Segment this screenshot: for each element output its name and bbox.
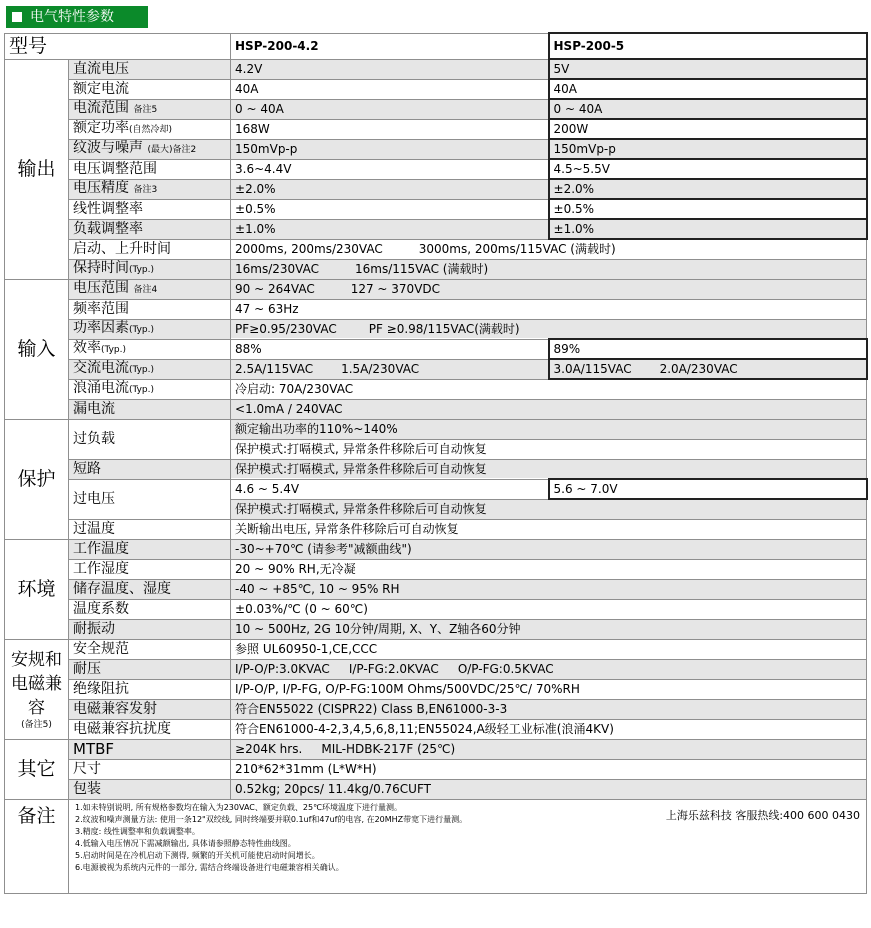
table-row [5, 419, 867, 439]
cell-span: PF≥0.95/230VAC PF ≥0.98/115VAC(满载时) [231, 319, 867, 339]
table-row [5, 559, 867, 579]
cell-span: 参照 UL60950-1,CE,CCC [231, 639, 867, 659]
square-icon [12, 12, 22, 22]
cell-span: 保护模式:打嗝模式, 异常条件移除后可自动恢复 [231, 499, 867, 519]
row-label: 包装 [69, 779, 231, 799]
table-row [5, 399, 867, 419]
cell-b: 150mVp-p [549, 139, 867, 159]
table-row [5, 79, 867, 99]
table-row [5, 719, 867, 739]
remark-line: 2.纹波和噪声测量方法: 使用一条12"双绞线, 同时终端要并联0.1uf和47uf的电容, 在20MHZ带宽下进行量测。 [75, 814, 468, 824]
category-remarks: 备注 [5, 799, 69, 893]
row-label: 耐压 [69, 659, 231, 679]
cell-span: 冷启动: 70A/230VAC [231, 379, 867, 399]
remark-line: 1.如未特别说明, 所有规格参数均在输入为230VAC、额定负载、25℃环境温度下进行量测。 [75, 802, 403, 812]
table-row [5, 779, 867, 799]
row-label: 纹波与噪声 (最大)备注2 [69, 139, 231, 159]
row-label: 电磁兼容发射 [69, 699, 231, 719]
table-row [5, 639, 867, 659]
cell-b: 4.5~5.5V [549, 159, 867, 179]
remark-line: 5.启动时间是在冷机启动下测得, 频繁的开关机可能使启动时间增长。 [75, 850, 320, 860]
cell-b: ±0.5% [549, 199, 867, 219]
table-row [5, 579, 867, 599]
row-label: MTBF [69, 739, 231, 759]
row-label: 电磁兼容抗扰度 [69, 719, 231, 739]
category-safety: 安规和电磁兼容 (备注5) [5, 639, 69, 739]
row-label: 工作湿度 [69, 559, 231, 579]
model-a: HSP-200-4.2 [231, 33, 549, 59]
row-label: 交流电流(Typ.) [69, 359, 231, 379]
table-row [5, 699, 867, 719]
table-row [5, 199, 867, 219]
row-label: 功率因素(Typ.) [69, 319, 231, 339]
cell-span: I/P-O/P:3.0KVAC I/P-FG:2.0KVAC O/P-FG:0.5KVAC [231, 659, 867, 679]
cell-span: <1.0mA / 240VAC [231, 399, 867, 419]
row-label: 储存温度、湿度 [69, 579, 231, 599]
row-label: 尺寸 [69, 759, 231, 779]
row-label: 绝缘阻抗 [69, 679, 231, 699]
row-label: 耐振动 [69, 619, 231, 639]
cell-a: 0 ~ 40A [231, 99, 549, 119]
row-label: 工作温度 [69, 539, 231, 559]
table-row [5, 179, 867, 199]
category-others: 其它 [5, 739, 69, 799]
cell-a: 150mVp-p [231, 139, 549, 159]
cell-b: ±1.0% [549, 219, 867, 239]
cell-span: I/P-O/P, I/P-FG, O/P-FG:100M Ohms/500VDC/25℃/ 70%RH [231, 679, 867, 699]
row-label: 效率(Typ.) [69, 339, 231, 359]
cell-a: 88% [231, 339, 549, 359]
section-title: 电气特性参数 [30, 9, 114, 25]
row-label: 过温度 [69, 519, 231, 539]
cell-span: -40 ~ +85℃, 10 ~ 95% RH [231, 579, 867, 599]
cell-span: 2000ms, 200ms/230VAC 3000ms, 200ms/115VAC (满载时) [231, 239, 867, 259]
row-label: 电流范围 备注5 [69, 99, 231, 119]
cell-span: 保护模式:打嗝模式, 异常条件移除后可自动恢复 [231, 459, 867, 479]
cell-a: ±0.5% [231, 199, 549, 219]
cell-a: ±2.0% [231, 179, 549, 199]
row-label: 温度系数 [69, 599, 231, 619]
row-label: 额定功率(自然冷却) [69, 119, 231, 139]
table-row [5, 339, 867, 359]
row-label: 漏电流 [69, 399, 231, 419]
cell-span: 符合EN61000-4-2,3,4,5,6,8,11;EN55024,A级轻工业标准(浪涌4KV) [231, 719, 867, 739]
remark-line: 4.低输入电压情况下需减额输出, 具体请参照静态特性曲线图。 [75, 838, 296, 848]
cell-b: 5.6 ~ 7.0V [549, 479, 867, 499]
remarks-cell [69, 799, 867, 893]
cell-a: 4.2V [231, 59, 549, 79]
table-row [5, 679, 867, 699]
cell-a: 2.5A/115VAC 1.5A/230VAC [231, 359, 549, 379]
cell-b: 3.0A/115VAC 2.0A/230VAC [549, 359, 867, 379]
table-row [5, 599, 867, 619]
cell-a: 3.6~4.4V [231, 159, 549, 179]
row-label: 线性调整率 [69, 199, 231, 219]
category-protection: 保护 [5, 419, 69, 539]
cell-span: 0.52kg; 20pcs/ 11.4kg/0.76CUFT [231, 779, 867, 799]
cell-span: ±0.03%/℃ (0 ~ 60℃) [231, 599, 867, 619]
row-label: 电压精度 备注3 [69, 179, 231, 199]
cell-a: ±1.0% [231, 219, 549, 239]
category-output: 输出 [5, 59, 69, 279]
cell-span: 符合EN55022 (CISPR22) Class B,EN61000-3-3 [231, 699, 867, 719]
row-label: 电压调整范围 [69, 159, 231, 179]
category-environment: 环境 [5, 539, 69, 639]
cell-span: 10 ~ 500Hz, 2G 10分钟/周期, X、Y、Z轴各60分钟 [231, 619, 867, 639]
table-row [5, 259, 867, 279]
table-row [5, 299, 867, 319]
cell-b: ±2.0% [549, 179, 867, 199]
table-row [5, 739, 867, 759]
model-b: HSP-200-5 [549, 33, 867, 59]
table-row [5, 539, 867, 559]
cell-span: 16ms/230VAC 16ms/115VAC (满载时) [231, 259, 867, 279]
cell-b: 200W [549, 119, 867, 139]
table-row [5, 619, 867, 639]
row-label: 过负载 [69, 419, 231, 459]
table-row [5, 479, 867, 499]
cell-span: -30~+70℃ (请参考"减额曲线") [231, 539, 867, 559]
model-row [5, 33, 867, 59]
row-label: 频率范围 [69, 299, 231, 319]
remarks-row [5, 799, 867, 893]
table-row [5, 379, 867, 399]
row-label: 安全规范 [69, 639, 231, 659]
table-row [5, 279, 867, 299]
cell-span: ≥204K hrs. MIL-HDBK-217F (25℃) [231, 739, 867, 759]
section-header [6, 6, 148, 28]
table-row [5, 219, 867, 239]
row-label: 短路 [69, 459, 231, 479]
remark-line: 6.电源被视为系统内元件的一部分, 需结合终端设备进行电磁兼容相关确认。 [75, 862, 344, 872]
table-row [5, 119, 867, 139]
cell-span: 20 ~ 90% RH,无冷凝 [231, 559, 867, 579]
row-label: 额定电流 [69, 79, 231, 99]
row-label: 浪涌电流(Typ.) [69, 379, 231, 399]
table-row [5, 59, 867, 79]
row-label: 电压范围 备注4 [69, 279, 231, 299]
cell-span: 保护模式:打嗝模式, 异常条件移除后可自动恢复 [231, 439, 867, 459]
cell-a: 4.6 ~ 5.4V [231, 479, 549, 499]
cell-b: 89% [549, 339, 867, 359]
spec-table [4, 32, 868, 894]
cell-b: 0 ~ 40A [549, 99, 867, 119]
table-row [5, 659, 867, 679]
category-input: 输入 [5, 279, 69, 419]
table-row [5, 239, 867, 259]
table-row [5, 759, 867, 779]
table-row [5, 519, 867, 539]
table-row [5, 459, 867, 479]
cell-span: 额定输出功率的110%~140% [231, 419, 867, 439]
cell-span: 47 ~ 63Hz [231, 299, 867, 319]
row-label: 启动、上升时间 [69, 239, 231, 259]
table-row [5, 139, 867, 159]
row-label: 负载调整率 [69, 219, 231, 239]
row-label: 保持时间(Typ.) [69, 259, 231, 279]
row-label: 过电压 [69, 479, 231, 519]
model-label: 型号 [5, 33, 231, 59]
cell-span: 210*62*31mm (L*W*H) [231, 759, 867, 779]
cell-b: 5V [549, 59, 867, 79]
cell-a: 40A [231, 79, 549, 99]
contact-info: 上海乐兹科技 客服热线:400 600 0430 [665, 808, 861, 822]
table-row [5, 359, 867, 379]
table-row [5, 159, 867, 179]
table-row [5, 99, 867, 119]
table-row [5, 319, 867, 339]
remark-line: 3.精度: 线性调整率和负载调整率。 [75, 826, 200, 836]
row-label: 直流电压 [69, 59, 231, 79]
cell-b: 40A [549, 79, 867, 99]
cell-span: 关断输出电压, 异常条件移除后可自动恢复 [231, 519, 867, 539]
cell-a: 168W [231, 119, 549, 139]
cell-span: 90 ~ 264VAC 127 ~ 370VDC [231, 279, 867, 299]
